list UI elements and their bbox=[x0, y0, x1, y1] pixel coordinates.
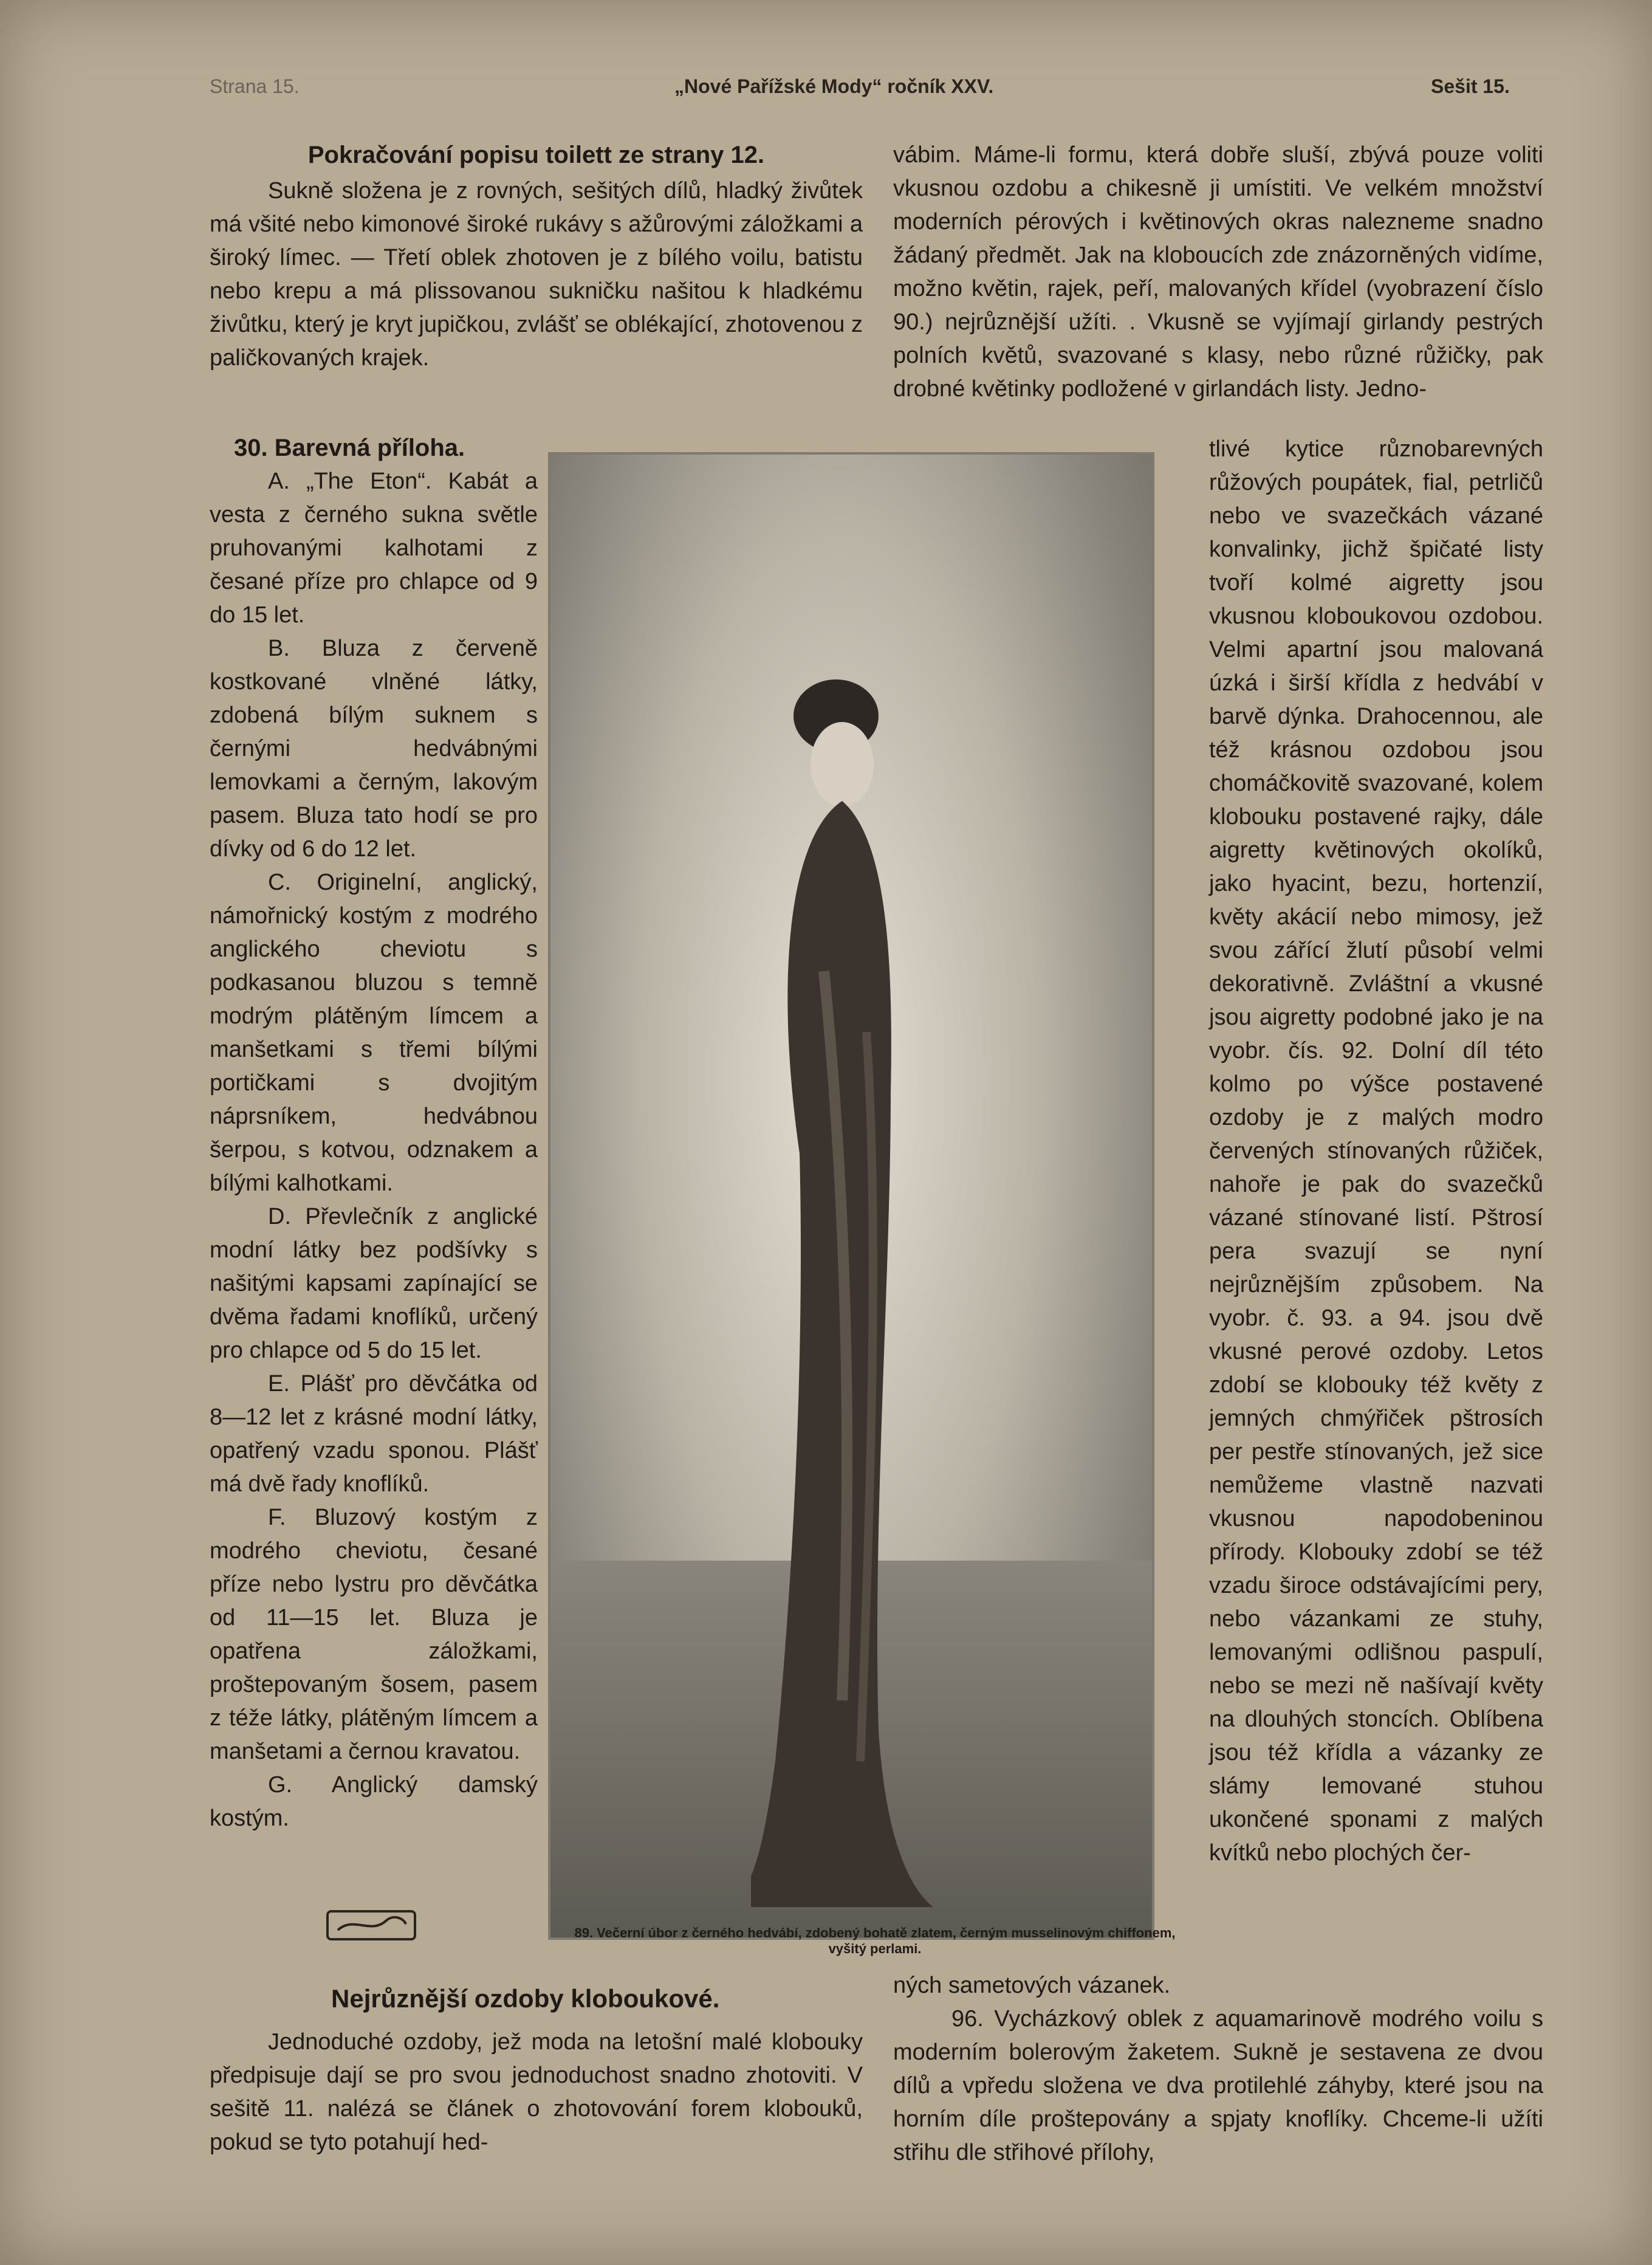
item-b: B. Bluza z červeně kostkované vlněné látky, zdobená bílým suknem s černými hedvábnými lemovkami a černým, lakovým pasem. Bluza tato hodí se pro dívky od 6 do 12 let. bbox=[210, 636, 538, 862]
item-e: E. Plášť pro děvčátka od 8—12 let z krásné modní látky, opatřený vzadu sponou. Plášť má dvě řady knoflíků. bbox=[210, 1371, 538, 1497]
continuation-heading: Pokračování popisu toilett ze strany 12. bbox=[307, 142, 765, 168]
right-bottom-continuation: ných sametových vázanek. bbox=[893, 1973, 1171, 1998]
left-top-block bbox=[210, 139, 863, 375]
issue-number: Sešit 15. bbox=[1431, 75, 1510, 97]
ornament-icon bbox=[326, 1909, 417, 1941]
item-96: 96. Vycházkový oblek z aquamarinově modrého voilu s moderním bolerovým žaketem. Sukně je sestavena ze dvou dílů a vpředu složena ve dva protilehlé záhyby, které jsou na horním díle proštepovány a spjaty knoflíky. Chceme-li užíti střihu dle střihové přílohy, bbox=[893, 2006, 1543, 2165]
hats-heading: Nejrůznější ozdoby kloboukové. bbox=[331, 1984, 720, 2013]
item-c: C. Originelní, anglický, námořnický kostým z modrého anglického cheviotu s podkasanou bluzou s temně modrým plátěným límcem a manšetkami s třemi bílými portičkami s dvojitým náprsníkem, hedvábnou šerpou, s kotvou, odznakem a bílými kalhotkami. bbox=[210, 870, 538, 1196]
fashion-photo bbox=[548, 452, 1154, 1940]
right-top-block bbox=[893, 139, 1543, 406]
right-narrow-block bbox=[1209, 433, 1543, 1870]
section-30 bbox=[210, 431, 538, 1835]
item-a: A. „The Eton“. Kabát a vesta z černého sukna světle pruhovanými kalhotami z česané příze pro chlapce od 9 do 15 let. bbox=[210, 469, 538, 628]
right-narrow-text: tlivé kytice různobarevných růžových poupátek, fial, petrličů nebo ve svazečkách vázané konvalinky, jichž špičaté listy tvoří kolmé aigretty jsou vkusnou kloboukovou ozdobou. Velmi apartní jsou malovaná úzká i širší křídla z hedvábí v barvě dýnka. Drahocennou, ale též krásnou ozdobou jsou chomáčkovitě svazované, kolem klobouku postavené rajky, dále aigretty květinových okolíků, jako hyacint, bezu, hortenzií, květy akácií nebo mimosy, jež svou zářící žlutí působí velmi dekorativně. Zvláštní a vkusné jsou aigretty podobné jako je na vyobr. čís. 92. Dolní díl této kolmo po výšce postavené ozdoby je z malých modro červených stínovaných růžiček, nahoře je pak do svazečků vázané stínované listí. Pštrosí pera svazují se nyní nejrůznějším způsobem. Na vyobr. č. 93. a 94. jsou dvě vkusné perové ozdoby. Letos zdobí se klobouky též květy z jemných chmýřiček pštrosích per pestře stínovaných, jež sice nemůžeme vlastně nazvati vkusnou napodobeninou přírody. Klobouky zdobí se též vzadu široce odstávajícími pery, nebo vázankami ze stuhy, lemovanými odlišnou paspulí, nebo se mezi ně našívají květy na dlouhých stoncích. Oblíbena jsou též křídla a vázanky ze slámy lemované stuhou ukončené sponami z malých kvítků nebo plochých čer- bbox=[1209, 436, 1543, 1866]
hats-block bbox=[210, 2026, 863, 2159]
item-g: G. Anglický damský kostým. bbox=[210, 1772, 538, 1831]
item-d: D. Převlečník z anglické modní látky bez podšívky s našitými kapsami zapínající se dvěma řadami knoflíků, určený pro chlapce od 5 do 15 let. bbox=[210, 1204, 538, 1363]
right-top-text: vábim. Máme-li formu, která dobře sluší, zbývá pouze voliti vkusnou ozdobu a chikesně ji umístiti. Ve velkém množství moderních pérových i květinových okras nalezneme snadno žádaný předmět. Jak na kloboucích zde znázorněných vidíme, možno květin, rajek, peří, malovaných křídel (vyobrazení číslo 90.) nejrůznější užíti. . Vkusně se vyjímají girlandy pestrých polních květů, svazované s klasy, nebo různé růžičky, pak drobné květinky podložené v girlandách listy. Jedno- bbox=[893, 142, 1543, 402]
item-f: F. Bluzový kostým z modrého cheviotu, česané příze nebo lystru pro děvčátka od 11—15 let. Bluza je opatřena záložkami, proštepovaným šosem, pasem z téže látky, plátěným límcem a manšetami a černou kravatou. bbox=[210, 1505, 538, 1764]
running-title: „Nové Pařížské Mody“ ročník XXV. bbox=[674, 75, 994, 97]
page-number: Strana 15. bbox=[210, 75, 300, 97]
section-30-heading: 30. Barevná příloha. bbox=[234, 435, 465, 461]
photo-caption: 89. Večerní úbor z černého hedvábí, zdobený bohatě zlatem, černým musselinovým chiffonem, vyšitý perlami. bbox=[574, 1925, 1176, 1956]
woman-figure bbox=[751, 607, 933, 1913]
hats-text: Jednoduché ozdoby, jež moda na letošní malé klobouky předpisuje dají se pro svou jednoduchost snadno zhotoviti. V sešitě 11. nalézá se článek o zhotovování forem klobouků, pokud se tyto potahují hed- bbox=[210, 2029, 863, 2155]
right-bottom-block bbox=[893, 1969, 1543, 2170]
continuation-text: Sukně složena je z rovných, sešitých dílů, hladký živůtek má všité nebo kimonové široké rukávy s ažůrovými záložkami a široký límec. — Třetí oblek zhotoven je z bílého voilu, batistu nebo krepu a má plissovanou sukničku našitou k hladkému živůtku, který je kryt jupičkou, zvlášť se oblékající, zhotovenou z paličkovaných krajek. bbox=[210, 178, 863, 371]
